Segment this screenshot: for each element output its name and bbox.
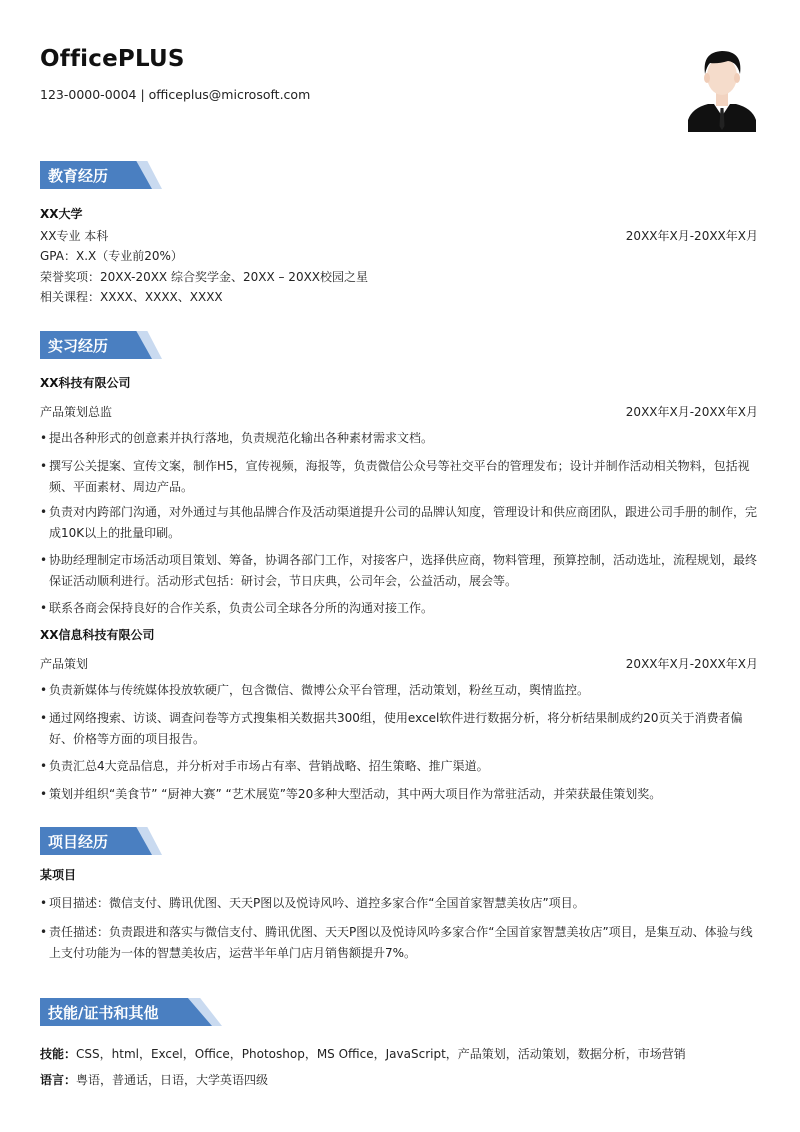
gpa: GPA：X.X（专业前20%） (40, 249, 183, 263)
honors: 荣誉奖项：20XX-20XX 综合奖学金、20XX – 20XX校园之星 (40, 270, 369, 284)
job-date: 20XX年X月-20XX年X月 (625, 405, 758, 419)
list-item: • 提出各种形式的创意素并执行落地，负责规范化输出各种素材需求文档。 (40, 428, 762, 449)
section-title: 项目经历 (48, 833, 109, 851)
languages-line (40, 1072, 268, 1088)
list-item: • 撰写公关提案、宣传文案，制作H5，宣传视频，海报等，负责微信公众号等社交平台的管理发布；设计并制作活动相关物料，包括视频、平面素材、周边产品。 (40, 456, 762, 498)
school-name: XX大学 (40, 207, 83, 221)
list-item: • 负责新媒体与传统媒体投放软硬广，包含微信、微博公众平台管理，活动策划，粉丝互动，舆情监控。 (40, 680, 762, 701)
avatar (688, 44, 756, 132)
skills-value: CSS，html，Excel，Office，Photoshop，MS Office，JavaScript，产品策划，活动策划，数据分析，市场营销 (76, 1047, 686, 1061)
job-role: 产品策划总监 (40, 405, 113, 419)
job-role: 产品策划 (40, 657, 89, 671)
list-item: • 联系各商会保持良好的合作关系，负责公司全球各分所的沟通对接工作。 (40, 598, 762, 619)
skills-line (40, 1046, 686, 1062)
list-item: • 通过网络搜索、访谈、调查问卷等方式搜集相关数据共300组，使用excel软件进行数据分析，将分析结果制成约20页关于消费者偏好、价格等方面的项目报告。 (40, 708, 762, 750)
project-name: 某项目 (40, 868, 77, 882)
skills-label: 技能： (40, 1047, 77, 1061)
list-item: • 负责汇总4大竞品信息，并分析对手市场占有率、营销战略、招生策略、推广渠道。 (40, 756, 762, 777)
contact-info: 123-0000-0004 | officeplus@microsoft.com (40, 87, 311, 102)
major: XX专业 本科 (40, 229, 109, 243)
section-header-projects (40, 827, 162, 855)
list-item: • 协助经理制定市场活动项目策划、筹备，协调各部门工作，对接客户，选择供应商，物料管理，预算控制，活动选址，流程规划，最终保证活动顺利进行。活动形式包括：研讨会，节日庆典，公司年会，公益活动，展会等。 (40, 550, 762, 592)
section-title: 实习经历 (48, 337, 109, 355)
education-date: 20XX年X月-20XX年X月 (625, 229, 758, 243)
section-header-education (40, 161, 162, 189)
candidate-name: OfficePLUS (40, 46, 185, 72)
section-header-internship (40, 331, 162, 359)
section-title: 技能/证书和其他 (48, 1004, 159, 1022)
list-item: • 责任描述：负责跟进和落实与微信支付、腾讯优图、天天P图以及悦诗风吟多家合作“全国首家智慧美妆店”项目，是集互动、体验与线上支付功能为一体的智慧美妆店，运营半年单门店月销售额提升7%。 (40, 922, 762, 964)
section-title: 教育经历 (48, 167, 109, 185)
section-header-skills (40, 998, 222, 1026)
company-name: XX信息科技有限公司 (40, 628, 155, 642)
languages-label: 语言： (40, 1073, 77, 1087)
job-date: 20XX年X月-20XX年X月 (625, 657, 758, 671)
company-name: XX科技有限公司 (40, 376, 131, 390)
list-item: • 项目描述：微信支付、腾讯优图、天天P图以及悦诗风吟、道控多家合作“全国首家智慧美妆店”项目。 (40, 893, 762, 914)
languages-value: 粤语，普通话，日语，大学英语四级 (76, 1073, 269, 1087)
courses: 相关课程：XXXX、XXXX、XXXX (40, 290, 223, 304)
list-item: • 策划并组织“美食节” “厨神大赛” “艺术展览”等20多种大型活动，其中两大项目作为常驻活动，并荣获最佳策划奖。 (40, 784, 762, 805)
list-item: • 负责对内跨部门沟通，对外通过与其他品牌合作及活动渠道提升公司的品牌认知度，管理设计和供应商团队，跟进公司手册的制作，完成10K以上的批量印刷。 (40, 502, 762, 544)
